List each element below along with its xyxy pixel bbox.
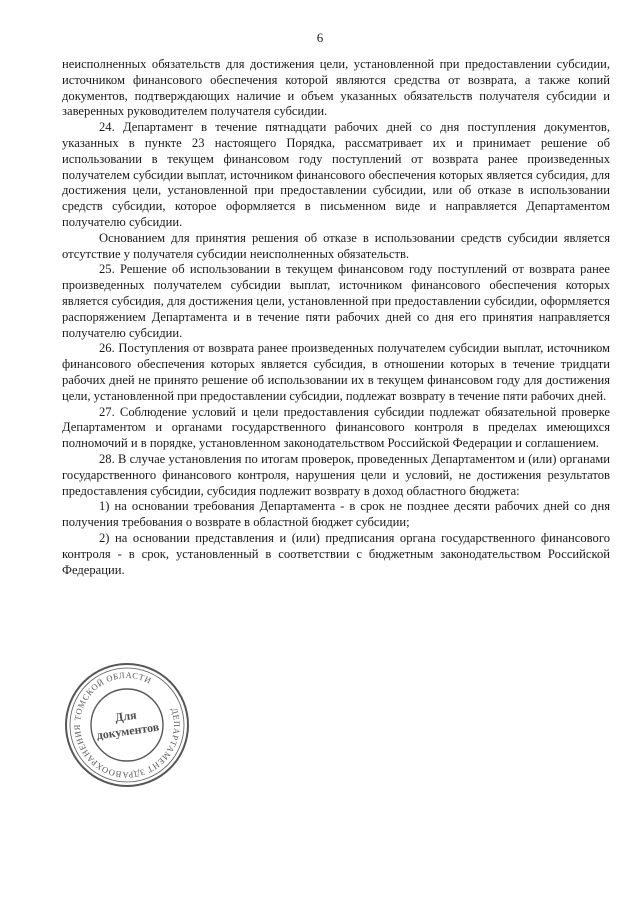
paragraph: 26. Поступления от возврата ранее произведенных получателем субсидии выплат, источником финансового обеспечения которых является субсидия, в отношении которых в течение тридцати рабочих дней не принято решение об использовании их в текущем финансовом году для достижения цели, установленной при предоставлении субсидии, подлежат возврату в течение пяти рабочих дней. [62, 341, 610, 403]
paragraph: неисполненных обязательств для достижения цели, установленной при предоставлении субсидии, источником финансового обеспечения которой являются средства от возврата, а также копий документов, подтверждающих наличие и объем указанных обязательств получателя субсидии и заверенных руководителем получателя субсидии. [62, 57, 610, 119]
document-body [62, 57, 610, 578]
paragraph: 1) на основании требования Департамента - в срок не позднее десяти рабочих дней со дня получения требования о возврате в областной бюджет субсидии; [62, 499, 610, 530]
paragraph: 24. Департамент в течение пятнадцати рабочих дней со дня поступления документов, указанных в пункте 23 настоящего Порядка, рассматривает их и принимает решение об использовании в текущем финансовом году поступлений от возврата ранее произведенных получателем субсидии выплат, источником финансового обеспечения которых является субсидия, для достижения цели, установленной при предоставлении субсидии, или об отказе в использовании средств субсидии, которое оформляется в письменном виде и направляется Департаментом получателю субсидии. [62, 120, 610, 229]
stamp-outer-text: ДЕПАРТАМЕНТ ЗДРАВООХРАНЕНИЯ ТОМСКОЙ ОБЛАСТИ [71, 669, 183, 781]
official-stamp [62, 660, 192, 790]
paragraph: Основанием для принятия решения об отказе в использовании средств субсидии является отсутствие у получателя субсидии неисполненных обязательств. [62, 230, 610, 261]
paragraph: 28. В случае установления по итогам проверок, проведенных Департаментом и (или) органами государственного финансового контроля, нарушения цели и условий, не достижения результатов предоставления субсидии, субсидия подлежит возврату в доход областного бюджета: [62, 451, 610, 498]
page-number: 6 [316, 30, 324, 45]
paragraph: 25. Решение об использовании в текущем финансовом году поступлений от возврата ранее произведенных получателем субсидии выплат, источником финансового обеспечения которых является субсидия, для достижения цели, установленной при предоставлении субсидии, оформляется распоряжением Департамента и в течение пяти рабочих дней со дня его принятия направляется получателю субсидии. [62, 262, 610, 340]
paragraph: 2) на основании представления и (или) предписания органа государственного финансового контроля - в срок, установленный в соответствии с бюджетным законодательством Российской Федерации. [62, 530, 610, 577]
stamp-line-2: документов [95, 719, 161, 743]
stamp-line-1: Для [114, 707, 138, 725]
paragraph: 27. Соблюдение условий и цели предоставления субсидии подлежат обязательной проверке Департаментом и органами государственного финансового контроля в пределах имеющихся полномочий и в порядке, установленном законодательством Российской Федерации и соглашением. [62, 404, 610, 451]
